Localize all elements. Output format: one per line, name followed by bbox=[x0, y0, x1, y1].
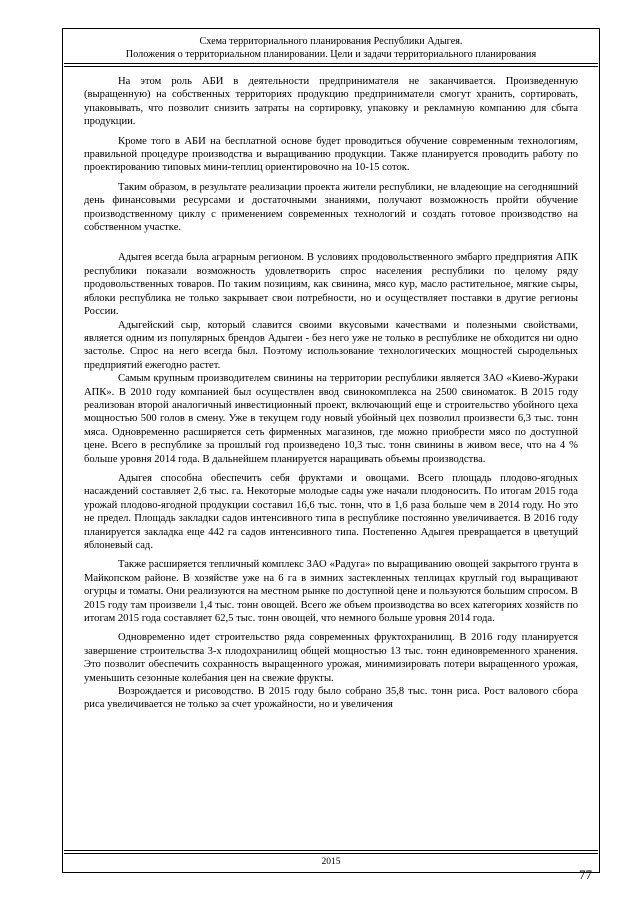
header-rule-bottom bbox=[64, 66, 598, 67]
paragraph: Таким образом, в результате реализации проекта жители республики, не владеющие на сегодняшний день финансовыми ресурсами и достаточными знаниями, получают возможность пройти обучение производственному циклу с применением современных технологий и создать готовое производство на собственном участке. bbox=[84, 181, 578, 234]
page-number: 77 bbox=[579, 867, 592, 882]
footer-rule-bottom bbox=[64, 853, 598, 854]
header-subtitle: Положения о территориальном планировании. Цели и задачи территориального планирования bbox=[125, 48, 537, 60]
paragraph: Самым крупным производителем свинины на территории республики является ЗАО «Киево-Жураки АПК». В 2010 году компанией был осуществлен ввод свинокомплекса на 2500 свиноматок. В 2015 году реализован второй аналогичный инвестиционный проект, включающий еще и строительство убойного цеха мощностью 500 голов в смену. Уже в текущем году новый убойный цех позволил произвести 6,3 тыс. тонн мяса. Одновременно расширяется сеть фирменных магазинов, где можно приобрести мясо по доступной цене. Всего в республике за прошлый год произведено 10,3 тыс. тонн свинины в живом весе, что на 4 % больше уровня 2014 года. В дальнейшем планируется наращивать объемы производства. bbox=[84, 373, 578, 465]
paragraph: Кроме того в АБИ на бесплатной основе будет проводиться обучение современным технологиям, правильной процедуре производства и выращиванию продукции. Также планируется проводить работу по проектированию типовых мини-теплиц ориентировочно на 10-15 соток. bbox=[84, 135, 578, 174]
paragraph: Адыгея всегда была аграрным регионом. В условиях продовольственного эмбарго предприятия АПК республики показали возможность удовлетворить спрос населения республики по целому ряду продовольственных товаров. По таким позициям, как свинина, мясо кур, масло растительное, мягкие сыры, яблоки республика не только закрывает свои потребности, но и осуществляет поставки в другие регионы России. bbox=[84, 252, 578, 318]
footer-year: 2015 bbox=[321, 857, 341, 867]
paragraph: Также расширяется тепличный комплекс ЗАО «Радуга» по выращиванию овощей закрытого грунта в Майкопском районе. В хозяйстве уже на 6 га в зимних застекленных теплицах круглый год выращивают огурцы и томаты. Они реализуются на местном рынке по доступной цене и пользуются большим спросом. В 2015 году там произвели 1,4 тыс. тонн овощей. Всего же объем производства во всех категориях хозяйств по итогам 2015 года составляет 62,5 тыс. тонн овощей, что немного больше уровня 2014 года. bbox=[84, 559, 578, 625]
paragraph: Возрождается и рисоводство. В 2015 году было собрано 35,8 тыс. тонн риса. Рост валового сбора риса увеличивается не только за счет урожайности, но и увеличения bbox=[84, 686, 578, 711]
header-title: Схема территориального планирования Республики Адыгея. bbox=[199, 36, 463, 47]
paragraph: Одновременно идет строительство ряда современных фруктохранилищ. В 2016 году планируется завершение строительства 3-х плодохранилищ общей мощностью 13 тыс. тонн единовременного хранения. Это позволит обеспечить сохранность выращенного урожая, минимизировать потери выращенного урожая, уменьшить сезонные колебания цен на свежие фрукты. bbox=[84, 632, 578, 684]
paragraph: Адыгейский сыр, который славится своими вкусовыми качествами и полезными свойствами, является одним из популярных брендов Адыгеи - без него уже не только в республике не обходится ни одно застолье. Спрос на него всегда был. Поэтому использование технологических мощностей сыродельных предприятий ежегодно растет. bbox=[84, 319, 578, 371]
paragraph: Адыгея способна обеспечить себя фруктами и овощами. Всего площадь плодово-ягодных насаждений составляет 2,6 тыс. га. Некоторые молодые сады уже начали плодоносить. По итогам 2015 года урожай плодово-ягодной продукции составил 16,6 тыс. тонн, что в 1,6 раза больше чем в 2014 году. Но это не предел. Площадь закладки садов интенсивного типа в республике постоянно увеличивается. В 2016 году планируется закладка еще 442 га садов интенсивного типа. Постепенно Адыгея превращается в цветущий яблоневый сад. bbox=[84, 472, 578, 551]
header-rule-top bbox=[64, 63, 598, 64]
footer-rule-top bbox=[64, 850, 598, 851]
paragraph: На этом роль АБИ в деятельности предпринимателя не заканчивается. Произведенную (выращенную) на собственных территориях продукцию предприниматели смогут хранить, сортировать, упаковывать, что позволит снизить затраты на сортировку, упаковку и рекламную компанию для сбыта продукции. bbox=[84, 76, 578, 128]
page-header bbox=[62, 36, 600, 61]
document-body bbox=[84, 75, 578, 712]
